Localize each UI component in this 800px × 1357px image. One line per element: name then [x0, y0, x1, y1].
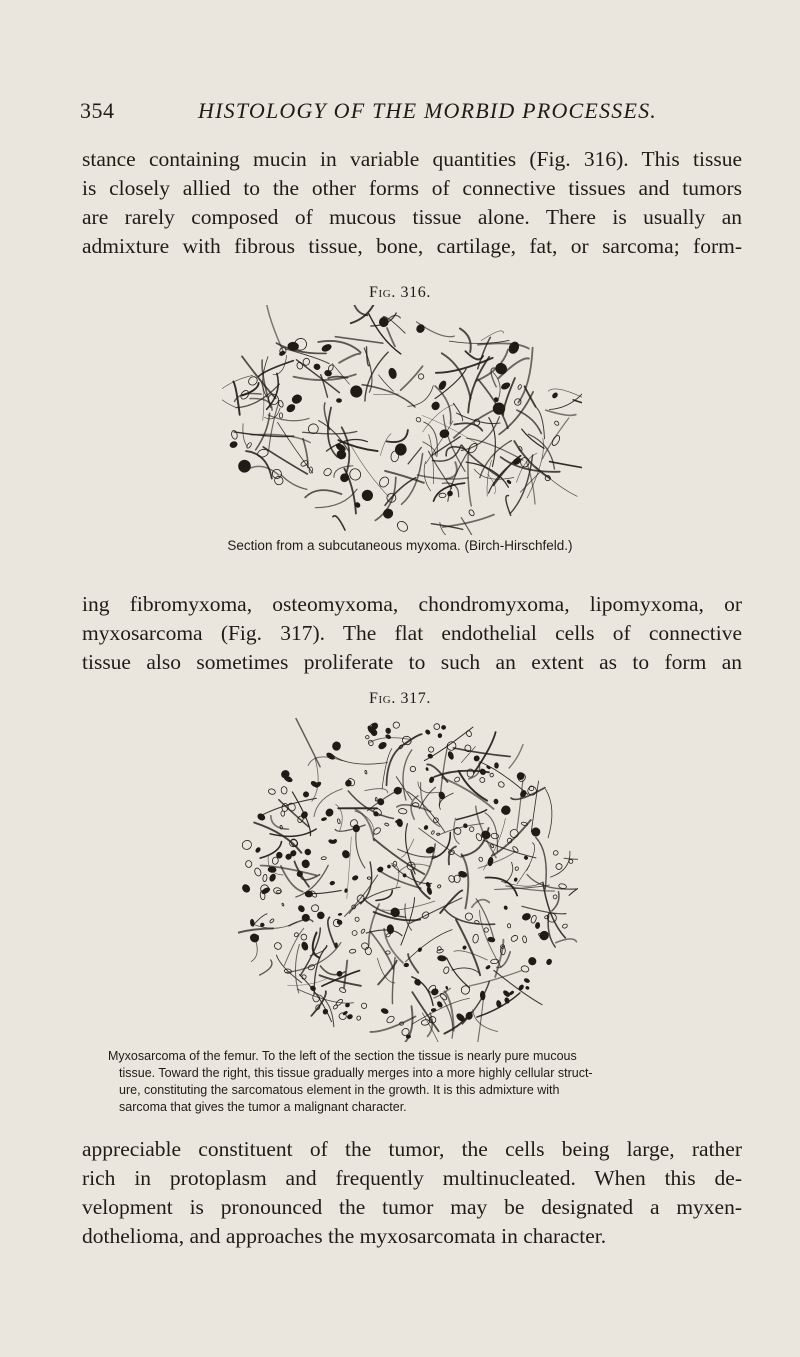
tissue-fiber	[453, 403, 462, 420]
text-line: myxosarcoma (Fig. 317). The flat endothelial cells of connective	[82, 621, 742, 645]
tissue-fiber	[361, 862, 372, 904]
tissue-fiber	[449, 847, 456, 865]
cell-nucleus	[339, 472, 350, 483]
text-line: dothelioma, and approaches the myxosarcomata in character.	[82, 1224, 607, 1248]
cell-nucleus	[431, 830, 434, 834]
tissue-fiber	[408, 448, 421, 464]
cell-nucleus	[301, 974, 306, 980]
cell-nucleus	[286, 403, 297, 413]
cell-nucleus	[472, 934, 479, 944]
tissue-fiber	[261, 798, 316, 815]
cell-nucleus	[423, 825, 428, 830]
tissue-fiber	[453, 748, 510, 757]
cell-nucleus	[438, 733, 442, 738]
tissue-fiber	[266, 305, 285, 354]
cell-nucleus	[354, 916, 360, 922]
cell-nucleus	[415, 417, 421, 423]
tissue-fiber	[243, 424, 247, 447]
cell-nucleus	[485, 965, 490, 970]
cell-nucleus	[443, 966, 450, 974]
tissue-fiber	[362, 385, 415, 407]
tissue-fiber	[408, 954, 418, 973]
tissue-fiber	[382, 901, 435, 910]
tissue-fiber	[260, 960, 272, 975]
cell-nucleus	[276, 852, 282, 858]
tissue-fiber	[442, 778, 494, 809]
tissue-fiber	[410, 898, 462, 924]
cell-nucleus	[339, 987, 347, 994]
paragraph-3	[82, 1135, 742, 1251]
tissue-fiber	[242, 356, 276, 398]
cell-nucleus	[521, 912, 531, 921]
cell-nucleus	[260, 923, 264, 926]
tissue-fiber	[348, 791, 393, 819]
cell-nucleus	[336, 971, 342, 977]
tissue-fiber	[332, 363, 349, 384]
caption-line: sarcoma that gives the tumor a malignant character.	[119, 1100, 407, 1114]
tissue-fiber	[369, 904, 380, 946]
tissue-fiber	[332, 755, 387, 764]
cell-nucleus	[335, 943, 337, 948]
cell-nucleus	[352, 875, 359, 881]
figure-317-label: Fig. 317.	[369, 690, 431, 707]
cell-nucleus	[255, 847, 261, 853]
tissue-fiber	[314, 946, 327, 993]
tissue-fiber	[374, 394, 399, 395]
cell-nucleus	[437, 955, 446, 961]
figure-316-caption: Section from a subcutaneous myxoma. (Birch-Hirschfeld.)	[227, 538, 573, 553]
tissue-fiber	[281, 475, 307, 490]
cell-nucleus	[494, 361, 509, 376]
cell-nucleus	[395, 519, 409, 533]
cell-nucleus	[447, 751, 454, 760]
cell-nucleus	[433, 723, 441, 731]
tissue-fiber	[509, 745, 523, 768]
tissue-fiber	[377, 958, 395, 983]
cell-nucleus	[385, 728, 391, 734]
cell-nucleus	[387, 865, 390, 868]
tissue-fiber	[531, 781, 538, 832]
cell-nucleus	[426, 887, 432, 895]
cell-nucleus	[393, 786, 402, 794]
cell-nucleus	[494, 799, 499, 804]
cell-nucleus	[365, 735, 369, 739]
cell-nucleus	[249, 932, 260, 943]
tissue-fiber	[470, 971, 521, 986]
cell-nucleus	[430, 401, 440, 411]
cell-nucleus	[454, 776, 461, 783]
cell-nucleus	[336, 399, 341, 403]
cell-nucleus	[479, 857, 484, 862]
text-line: appreciable constituent of the tumor, the cells being large, rather	[82, 1137, 742, 1161]
tissue-fiber	[487, 474, 495, 494]
cell-nucleus	[269, 873, 277, 882]
tissue-fiber	[233, 382, 239, 415]
tissue-fiber	[461, 747, 475, 763]
cell-nucleus	[387, 924, 394, 933]
cell-nucleus	[469, 827, 474, 832]
cell-nucleus	[500, 382, 510, 391]
cell-nucleus	[241, 839, 254, 852]
cell-nucleus	[278, 400, 285, 408]
tissue-fiber	[387, 745, 404, 785]
cell-nucleus	[437, 884, 441, 888]
cell-nucleus	[514, 866, 519, 871]
tissue-fiber	[296, 719, 320, 767]
tissue-fiber	[473, 1010, 498, 1032]
cell-nucleus	[268, 867, 276, 873]
tissue-fiber	[499, 392, 533, 434]
cell-nucleus	[281, 786, 288, 794]
cell-nucleus	[301, 941, 309, 951]
tissue-fiber	[556, 939, 577, 943]
cell-nucleus	[365, 770, 368, 774]
cell-nucleus	[465, 730, 472, 738]
tissue-fiber	[518, 348, 532, 403]
tissue-fiber	[376, 890, 392, 900]
tissue-fiber	[352, 305, 368, 315]
cell-nucleus	[310, 780, 318, 787]
cell-nucleus	[313, 363, 321, 370]
cell-nucleus	[241, 883, 251, 893]
cell-nucleus	[487, 857, 493, 866]
cell-nucleus	[378, 741, 388, 750]
tissue-fiber	[548, 914, 555, 947]
tissue-fiber	[506, 496, 511, 516]
cell-nucleus	[311, 904, 319, 912]
cell-nucleus	[553, 894, 558, 899]
cell-nucleus	[480, 991, 485, 1000]
paragraph-1	[82, 145, 742, 261]
cell-nucleus	[473, 755, 480, 762]
myxoma-section-illustration	[222, 305, 582, 535]
tissue-fiber	[546, 410, 576, 415]
cell-nucleus	[332, 1004, 338, 1010]
cell-nucleus	[546, 958, 553, 965]
cell-nucleus	[396, 818, 403, 827]
cell-nucleus	[367, 877, 371, 880]
tissue-fiber	[457, 810, 487, 820]
text-line: velopment is pronounced the tumor may be designated a myxen-	[82, 1195, 742, 1219]
cell-nucleus	[282, 903, 285, 906]
cell-nucleus	[562, 923, 568, 928]
cell-nucleus	[504, 997, 510, 1004]
tissue-fiber	[505, 862, 513, 883]
tissue-fiber	[494, 970, 542, 1004]
tissue-fiber	[536, 838, 546, 890]
paragraph-2	[82, 590, 742, 677]
cell-nucleus	[552, 392, 559, 399]
cell-nucleus	[530, 915, 537, 924]
cell-nucleus	[392, 721, 400, 729]
cell-nucleus	[300, 933, 307, 940]
cell-nucleus	[305, 891, 313, 897]
tissue-fiber	[321, 375, 328, 397]
tissue-fiber	[456, 920, 480, 976]
tissue-fiber	[391, 864, 399, 888]
tissue-fiber	[253, 914, 267, 926]
cell-nucleus	[245, 860, 252, 868]
cell-nucleus	[337, 819, 341, 824]
cell-nucleus	[277, 890, 281, 893]
cell-nucleus	[512, 846, 519, 853]
cell-nucleus	[517, 384, 522, 390]
tissue-fiber	[295, 944, 299, 993]
tissue-fiber	[486, 878, 518, 896]
tissue-fiber	[481, 331, 503, 341]
cell-nucleus	[421, 1019, 430, 1026]
cell-nucleus	[246, 442, 252, 449]
cell-nucleus	[468, 509, 475, 517]
cell-nucleus	[393, 861, 397, 866]
figure-317-caption	[108, 1048, 696, 1116]
tissue-fiber	[421, 783, 440, 827]
tissue-fiber	[422, 1013, 443, 1042]
text-line: ing fibromyxoma, osteomyxoma, chondromyxoma, lipomyxoma, or	[82, 592, 742, 616]
cell-nucleus	[254, 867, 262, 877]
tissue-fiber	[447, 958, 470, 988]
cell-nucleus	[302, 914, 310, 921]
cell-nucleus	[273, 941, 282, 950]
tissue-fiber	[550, 851, 570, 877]
cell-nucleus	[382, 507, 395, 520]
tissue-fiber	[387, 430, 408, 442]
cell-nucleus	[322, 467, 332, 477]
cell-nucleus	[496, 1000, 502, 1008]
cell-nucleus	[386, 1015, 396, 1024]
cell-nucleus	[321, 857, 326, 860]
tissue-fiber	[259, 361, 294, 377]
cell-nucleus	[321, 343, 332, 352]
cell-nucleus	[535, 922, 540, 929]
tissue-fiber	[401, 898, 415, 946]
cell-nucleus	[404, 963, 409, 967]
tissue-fiber	[468, 451, 471, 506]
page-number: 354	[80, 98, 115, 123]
cell-nucleus	[345, 889, 348, 893]
cell-nucleus	[361, 1002, 368, 1009]
tissue-fiber	[573, 400, 582, 409]
text-line: are rarely composed of mucous tissue alone. There is usually an	[82, 205, 742, 229]
cell-nucleus	[375, 797, 377, 801]
cell-nucleus	[341, 849, 351, 859]
tissue-fiber	[569, 877, 578, 895]
tissue-fiber	[522, 906, 566, 914]
cell-nucleus	[446, 986, 448, 989]
cell-nucleus	[486, 765, 490, 769]
tissue-fiber	[305, 490, 341, 497]
cell-nucleus	[425, 882, 431, 888]
cell-nucleus	[495, 763, 499, 769]
tissue-fiber	[251, 922, 297, 928]
tissue-fiber	[442, 353, 471, 398]
cell-nucleus	[349, 949, 356, 954]
tissue-fiber	[356, 828, 365, 868]
cell-nucleus	[316, 911, 325, 920]
cell-nucleus	[490, 773, 494, 777]
cell-nucleus	[462, 945, 466, 949]
cell-nucleus	[262, 874, 267, 882]
tissue-fiber	[462, 854, 469, 908]
caption-line: ure, constituting the sarcomatous element in the growth. It is this admixture with	[119, 1083, 560, 1097]
cell-nucleus	[360, 488, 374, 502]
tissue-fiber	[454, 423, 482, 430]
cell-nucleus	[356, 1015, 361, 1020]
cell-nucleus	[250, 919, 255, 926]
tissue-fiber	[339, 354, 360, 363]
text-line: tissue also sometimes proliferate to such an extent as to form an	[82, 650, 742, 674]
text-line: stance containing mucin in variable quantities (Fig. 316). This tissue	[82, 147, 742, 171]
caption-line: Myxosarcoma of the femur. To the left of the section the tissue is nearly pure mucous	[108, 1049, 577, 1063]
cell-nucleus	[388, 367, 398, 379]
tissue-fiber	[271, 816, 289, 830]
tissue-fiber	[222, 375, 236, 407]
tissue-fiber	[300, 975, 332, 1022]
cell-nucleus	[238, 460, 251, 473]
cell-nucleus	[516, 771, 526, 781]
cell-nucleus	[437, 833, 440, 835]
cell-nucleus	[458, 870, 468, 878]
cell-nucleus	[301, 859, 309, 868]
tissue-fiber	[443, 515, 494, 527]
cell-nucleus	[431, 1008, 436, 1011]
tissue-fiber	[452, 968, 479, 973]
tissue-fiber	[440, 891, 462, 914]
text-line: rich in protoplasm and frequently multinucleated. When this de-	[82, 1166, 742, 1190]
cell-nucleus	[415, 323, 426, 334]
cell-nucleus	[497, 781, 505, 789]
cell-nucleus	[510, 934, 519, 942]
cell-nucleus	[525, 986, 529, 990]
tissue-fiber	[328, 917, 336, 947]
tissue-fiber	[289, 919, 313, 925]
cell-nucleus	[279, 413, 283, 418]
cell-nucleus	[384, 823, 389, 827]
cell-nucleus	[520, 965, 529, 973]
cell-nucleus	[520, 457, 529, 467]
cell-nucleus	[291, 393, 303, 405]
cell-nucleus	[332, 741, 342, 751]
cell-nucleus	[442, 726, 446, 730]
cell-nucleus	[390, 451, 399, 463]
cell-nucleus	[439, 493, 446, 498]
cell-nucleus	[394, 442, 408, 456]
cell-nucleus	[527, 956, 537, 966]
cell-nucleus	[348, 384, 364, 400]
cell-nucleus	[377, 866, 384, 873]
cell-nucleus	[338, 913, 342, 915]
cell-nucleus	[418, 373, 425, 380]
cell-nucleus	[507, 480, 512, 485]
caption-line: tissue. Toward the right, this tissue gradually merges into a more highly cellular struct-	[119, 1066, 593, 1080]
cell-nucleus	[428, 746, 435, 753]
cell-nucleus	[348, 467, 362, 481]
tissue-fiber	[454, 951, 487, 960]
cell-nucleus	[347, 1014, 353, 1020]
cell-nucleus	[385, 734, 391, 739]
cell-nucleus	[464, 912, 473, 921]
cell-nucleus	[514, 878, 518, 882]
figure-316-illustration	[222, 305, 582, 535]
tissue-fiber	[365, 789, 388, 793]
tissue-fiber	[564, 856, 578, 860]
cell-nucleus	[522, 936, 527, 944]
tissue-fiber	[440, 523, 458, 536]
tissue-fiber	[460, 329, 471, 353]
cell-nucleus	[352, 931, 357, 936]
tissue-fiber	[546, 789, 552, 838]
cell-nucleus	[553, 850, 559, 856]
cell-nucleus	[463, 823, 468, 828]
cell-nucleus	[491, 833, 499, 839]
cell-nucleus	[300, 811, 308, 820]
tissue-fiber	[269, 402, 279, 451]
tissue-fiber	[536, 407, 545, 439]
cell-nucleus	[229, 441, 238, 449]
cell-nucleus	[297, 905, 305, 913]
running-title: HISTOLOGY OF THE MORBID PROCESSES.	[198, 98, 657, 123]
tissue-fiber	[445, 910, 495, 925]
cell-nucleus	[335, 443, 346, 453]
cell-nucleus	[409, 765, 416, 772]
cell-nucleus	[491, 401, 506, 416]
cell-nucleus	[518, 446, 523, 452]
tissue-fiber	[312, 758, 318, 801]
cell-nucleus	[503, 990, 511, 998]
cell-nucleus	[429, 776, 435, 783]
cell-nucleus	[501, 805, 512, 816]
cell-nucleus	[302, 791, 309, 798]
cell-nucleus	[507, 924, 510, 928]
cell-nucleus	[325, 808, 335, 818]
text-line: admixture with fibrous tissue, bone, cartilage, fat, or sarcoma; form-	[82, 234, 742, 258]
cell-nucleus	[509, 828, 520, 839]
tissue-fiber	[380, 434, 391, 456]
cell-nucleus	[436, 1001, 443, 1008]
cell-nucleus	[555, 863, 563, 871]
cell-nucleus	[426, 767, 429, 770]
cell-nucleus	[304, 848, 312, 856]
cell-nucleus	[269, 918, 274, 923]
figure-316-label: Fig. 316.	[369, 284, 431, 301]
cell-nucleus	[484, 832, 488, 835]
cell-nucleus	[447, 490, 454, 497]
cell-nucleus	[381, 1008, 389, 1015]
cell-nucleus	[321, 817, 327, 821]
cell-nucleus	[479, 777, 485, 783]
cell-nucleus	[551, 434, 562, 446]
cell-nucleus	[425, 729, 431, 735]
cell-nucleus	[398, 808, 407, 814]
cell-nucleus	[330, 881, 335, 886]
figure-317-illustration	[238, 718, 578, 1042]
tissue-fiber	[333, 516, 345, 530]
tissue-fiber	[284, 928, 304, 965]
myxosarcoma-section-illustration	[238, 718, 578, 1042]
cell-nucleus	[554, 420, 560, 426]
cell-nucleus	[507, 340, 520, 355]
tissue-fiber	[370, 931, 393, 969]
cell-nucleus	[360, 928, 365, 934]
cell-nucleus	[504, 905, 508, 910]
cell-nucleus	[524, 978, 530, 983]
cell-nucleus	[336, 919, 343, 925]
cell-nucleus	[268, 788, 276, 795]
cell-nucleus	[326, 752, 336, 761]
text-line: is closely allied to the other forms of connective tissues and tumors	[82, 176, 742, 200]
